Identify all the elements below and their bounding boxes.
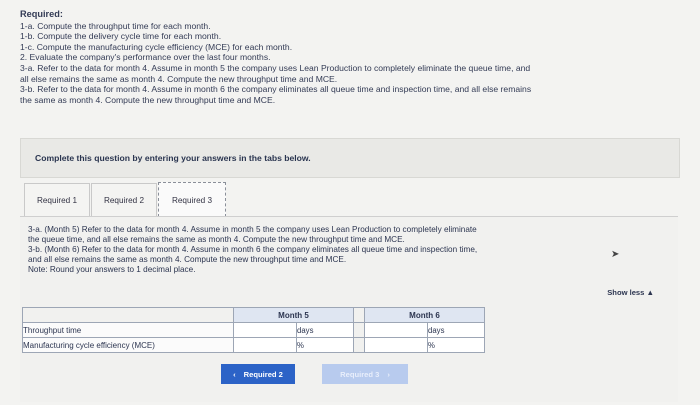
table-row: [23, 323, 485, 338]
tab-required-1[interactable]: Required 1: [24, 183, 90, 216]
requirement-line: 3-b. Refer to the data for month 4. Assume in month 6 the company eliminates all queue time and inspection time, and all else remains: [20, 84, 532, 95]
next-button-label: Required 3: [340, 369, 380, 379]
requirement-line: 3-a. Refer to the data for month 4. Assume in month 5 the company uses Lean Production to completely eliminate the queue time, and: [20, 62, 531, 73]
instruction-text: Complete this question by entering your answers in the tabs below.: [35, 153, 311, 163]
unit-percent: %: [297, 338, 354, 353]
month-6-mce-input[interactable]: [365, 338, 428, 353]
row-label-throughput: Throughput time: [23, 323, 234, 338]
cursor-pointer-icon: ➤: [611, 249, 620, 260]
unit-percent: %: [428, 338, 485, 353]
panel-line: the queue time, and all else remains the same as month 4. Compute the new throughput time and MCE.: [28, 235, 405, 244]
required-title: Required:: [20, 9, 63, 19]
panel-instructions: [28, 225, 628, 275]
month-6-throughput-input[interactable]: [365, 323, 428, 338]
instruction-bar: [20, 138, 680, 178]
month-6-header: Month 6: [365, 308, 485, 323]
month-5-header: Month 5: [234, 308, 354, 323]
panel-line: 3-b. (Month 6) Refer to the data for month 4. Assume in month 6 the company eliminates all queue time and inspection time,: [28, 245, 478, 254]
requirement-line: the same as month 4. Compute the new throughput time and MCE.: [20, 94, 276, 105]
panel-line: and all else remains the same as month 4. Compute the new throughput time and MCE.: [28, 255, 347, 264]
answer-table: [22, 307, 485, 353]
month-5-throughput-input[interactable]: [234, 323, 297, 338]
table-row: [23, 338, 485, 353]
show-less-link[interactable]: Show less ▲: [607, 288, 654, 297]
previous-button[interactable]: [221, 364, 295, 384]
tab-required-2[interactable]: Required 2: [91, 183, 157, 216]
requirements-list: [20, 9, 690, 105]
answer-panel: [20, 216, 678, 402]
tab-required-3[interactable]: Required 3: [158, 182, 226, 217]
requirement-line: 1-b. Compute the delivery cycle time for each month.: [20, 31, 222, 42]
requirement-line: 2. Evaluate the company's performance over the last four months.: [20, 52, 271, 63]
chevron-left-icon: ‹: [233, 369, 236, 379]
unit-days: days: [428, 323, 485, 338]
chevron-right-icon: ›: [387, 369, 390, 379]
row-label-mce: Manufacturing cycle efficiency (MCE): [23, 338, 234, 353]
panel-line: 3-a. (Month 5) Refer to the data for month 4. Assume in month 5 the company uses Lean Production to completely eliminate: [28, 225, 477, 234]
requirement-line: all else remains the same as month 4. Compute the new throughput time and MCE.: [20, 73, 338, 84]
requirement-line: 1-a. Compute the throughput time for each month.: [20, 20, 211, 31]
unit-days: days: [297, 323, 354, 338]
requirement-line: 1-c. Compute the manufacturing cycle efficiency (MCE) for each month.: [20, 41, 293, 52]
month-5-mce-input[interactable]: [234, 338, 297, 353]
next-button[interactable]: [322, 364, 408, 384]
panel-note: Note: Round your answers to 1 decimal place.: [28, 265, 196, 274]
previous-button-label: Required 2: [243, 369, 283, 379]
